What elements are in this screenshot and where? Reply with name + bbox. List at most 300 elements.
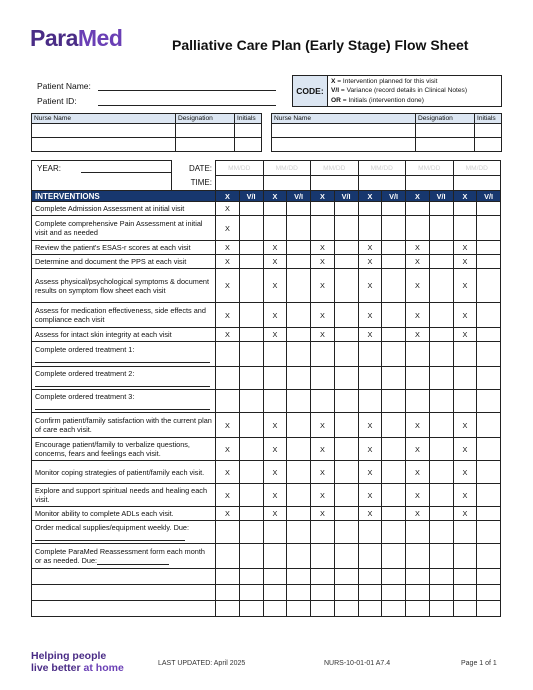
code-legend xyxy=(292,75,502,107)
x-mark-cell[interactable] xyxy=(358,601,382,617)
vi-cell[interactable] xyxy=(382,342,406,367)
x-mark-cell[interactable]: X xyxy=(311,269,335,303)
vi-cell[interactable] xyxy=(382,241,406,255)
vi-cell[interactable] xyxy=(334,241,358,255)
vi-cell[interactable] xyxy=(477,484,501,507)
patient-id-field[interactable] xyxy=(98,105,276,106)
nurse-table-right xyxy=(271,113,502,152)
intervention-text xyxy=(32,342,216,367)
x-mark-cell[interactable]: X xyxy=(216,216,240,241)
vi-cell[interactable] xyxy=(239,585,263,601)
x-mark-cell[interactable]: X xyxy=(406,303,430,328)
vi-cell[interactable] xyxy=(382,507,406,521)
vi-cell[interactable] xyxy=(334,303,358,328)
x-mark-cell[interactable] xyxy=(406,544,430,569)
vi-cell[interactable] xyxy=(239,484,263,507)
x-mark-cell[interactable] xyxy=(358,544,382,569)
designation-header: Designation xyxy=(416,114,475,124)
x-mark-cell[interactable]: X xyxy=(263,507,287,521)
x-mark-cell[interactable]: X xyxy=(358,507,382,521)
x-mark-cell[interactable]: X xyxy=(311,255,335,269)
vi-cell[interactable] xyxy=(239,390,263,413)
vi-cell[interactable] xyxy=(477,241,501,255)
date-cell[interactable]: MM/DD xyxy=(311,161,359,176)
vi-cell[interactable] xyxy=(239,521,263,544)
x-mark-cell[interactable]: X xyxy=(406,461,430,484)
vi-cell[interactable] xyxy=(287,461,311,484)
x-mark-cell[interactable] xyxy=(406,569,430,585)
vi-cell[interactable] xyxy=(287,413,311,438)
x-mark-cell[interactable] xyxy=(453,367,477,390)
x-mark-cell[interactable] xyxy=(216,569,240,585)
x-mark-cell[interactable]: X xyxy=(263,328,287,342)
x-mark-cell[interactable] xyxy=(311,367,335,390)
vi-cell[interactable] xyxy=(382,544,406,569)
vi-cell[interactable] xyxy=(429,216,453,241)
treatment-detail-field[interactable] xyxy=(35,359,210,363)
x-mark-cell[interactable]: X xyxy=(406,507,430,521)
x-mark-cell[interactable]: X xyxy=(453,303,477,328)
vi-cell[interactable] xyxy=(239,269,263,303)
vi-column-header: V/I xyxy=(334,191,358,202)
x-mark-cell[interactable]: X xyxy=(216,484,240,507)
x-mark-cell[interactable] xyxy=(311,521,335,544)
vi-cell[interactable] xyxy=(239,216,263,241)
vi-cell[interactable] xyxy=(429,438,453,461)
time-cell[interactable] xyxy=(406,176,454,191)
vi-cell[interactable] xyxy=(239,438,263,461)
x-mark-cell[interactable] xyxy=(453,544,477,569)
x-mark-cell[interactable] xyxy=(311,390,335,413)
vi-cell[interactable] xyxy=(334,390,358,413)
nurse-cell[interactable] xyxy=(272,124,416,138)
x-mark-cell[interactable] xyxy=(263,601,287,617)
x-mark-cell[interactable]: X xyxy=(453,484,477,507)
vi-cell[interactable] xyxy=(477,569,501,585)
vi-cell[interactable] xyxy=(429,342,453,367)
vi-cell[interactable] xyxy=(477,585,501,601)
treatment-detail-field[interactable] xyxy=(35,406,210,410)
x-mark-cell[interactable]: X xyxy=(358,269,382,303)
vi-cell[interactable] xyxy=(382,303,406,328)
vi-cell[interactable] xyxy=(382,601,406,617)
vi-cell[interactable] xyxy=(287,569,311,585)
vi-cell[interactable] xyxy=(334,202,358,216)
x-mark-cell[interactable]: X xyxy=(358,484,382,507)
code-key: X xyxy=(331,78,336,85)
vi-cell[interactable] xyxy=(429,367,453,390)
patient-name-field[interactable] xyxy=(98,90,276,91)
x-mark-cell[interactable]: X xyxy=(216,438,240,461)
treatment-detail-field[interactable] xyxy=(35,383,210,387)
vi-cell[interactable] xyxy=(477,216,501,241)
x-mark-cell[interactable]: X xyxy=(263,461,287,484)
x-mark-cell[interactable] xyxy=(311,601,335,617)
x-mark-cell[interactable] xyxy=(453,569,477,585)
vi-cell[interactable] xyxy=(477,461,501,484)
x-mark-cell[interactable] xyxy=(263,544,287,569)
x-mark-cell[interactable] xyxy=(358,521,382,544)
vi-cell[interactable] xyxy=(429,484,453,507)
x-mark-cell[interactable] xyxy=(263,390,287,413)
vi-cell[interactable] xyxy=(334,521,358,544)
vi-cell[interactable] xyxy=(287,544,311,569)
x-mark-cell[interactable]: X xyxy=(216,413,240,438)
vi-cell[interactable] xyxy=(287,342,311,367)
vi-cell[interactable] xyxy=(334,269,358,303)
x-mark-cell[interactable] xyxy=(216,544,240,569)
intervention-row xyxy=(32,461,501,484)
vi-cell[interactable] xyxy=(334,216,358,241)
x-mark-cell[interactable] xyxy=(453,216,477,241)
x-mark-cell[interactable] xyxy=(406,216,430,241)
vi-cell[interactable] xyxy=(477,269,501,303)
x-mark-cell[interactable]: X xyxy=(263,241,287,255)
x-mark-cell[interactable]: X xyxy=(453,269,477,303)
x-mark-cell[interactable] xyxy=(358,216,382,241)
vi-cell[interactable] xyxy=(429,507,453,521)
vi-cell[interactable] xyxy=(239,255,263,269)
code-lines xyxy=(331,77,467,105)
x-mark-cell[interactable]: X xyxy=(406,438,430,461)
x-mark-cell[interactable] xyxy=(406,585,430,601)
x-mark-cell[interactable] xyxy=(358,202,382,216)
x-mark-cell[interactable]: X xyxy=(263,438,287,461)
nurse-cell[interactable] xyxy=(176,138,235,152)
vi-cell[interactable] xyxy=(287,202,311,216)
x-mark-cell[interactable]: X xyxy=(453,438,477,461)
x-mark-cell[interactable] xyxy=(453,390,477,413)
x-mark-cell[interactable] xyxy=(311,216,335,241)
vi-cell[interactable] xyxy=(429,202,453,216)
x-mark-cell[interactable]: X xyxy=(263,255,287,269)
vi-cell[interactable] xyxy=(429,269,453,303)
vi-cell[interactable] xyxy=(287,521,311,544)
x-mark-cell[interactable]: X xyxy=(453,413,477,438)
vi-cell[interactable] xyxy=(239,342,263,367)
vi-cell[interactable] xyxy=(287,328,311,342)
nurse-cell[interactable] xyxy=(32,138,176,152)
x-mark-cell[interactable] xyxy=(406,367,430,390)
vi-cell[interactable] xyxy=(239,601,263,617)
code-line xyxy=(331,96,467,105)
vi-cell[interactable] xyxy=(334,255,358,269)
time-label: TIME: xyxy=(190,178,212,188)
time-cell[interactable] xyxy=(358,176,406,191)
vi-cell[interactable] xyxy=(477,544,501,569)
code-key: OR xyxy=(331,96,341,104)
time-row xyxy=(32,176,501,191)
x-mark-cell[interactable]: X xyxy=(358,303,382,328)
due-date-field[interactable] xyxy=(35,532,185,541)
vi-cell[interactable] xyxy=(287,390,311,413)
x-mark-cell[interactable]: X xyxy=(216,461,240,484)
vi-cell[interactable] xyxy=(477,390,501,413)
intervention-label: Complete comprehensive Pain Assessment at initial visit and as needed xyxy=(35,219,203,237)
vi-cell[interactable] xyxy=(477,328,501,342)
vi-cell[interactable] xyxy=(382,367,406,390)
x-mark-cell[interactable]: X xyxy=(358,328,382,342)
vi-cell[interactable] xyxy=(477,413,501,438)
x-mark-cell[interactable]: X xyxy=(453,328,477,342)
vi-cell[interactable] xyxy=(429,255,453,269)
vi-cell[interactable] xyxy=(477,521,501,544)
vi-cell[interactable] xyxy=(382,216,406,241)
vi-cell[interactable] xyxy=(382,521,406,544)
nurse-cell[interactable] xyxy=(475,138,502,152)
vi-cell[interactable] xyxy=(429,601,453,617)
vi-cell[interactable] xyxy=(287,601,311,617)
vi-cell[interactable] xyxy=(477,342,501,367)
vi-cell[interactable] xyxy=(287,585,311,601)
vi-cell[interactable] xyxy=(334,484,358,507)
date-cell[interactable]: MM/DD xyxy=(453,161,501,176)
x-mark-cell[interactable]: X xyxy=(216,269,240,303)
x-mark-cell[interactable]: X xyxy=(216,202,240,216)
x-mark-cell[interactable] xyxy=(453,521,477,544)
vi-cell[interactable] xyxy=(334,438,358,461)
x-mark-cell[interactable]: X xyxy=(406,413,430,438)
x-mark-cell[interactable] xyxy=(263,342,287,367)
x-mark-cell[interactable] xyxy=(406,342,430,367)
vi-cell[interactable] xyxy=(382,255,406,269)
vi-cell[interactable] xyxy=(239,544,263,569)
vi-cell[interactable] xyxy=(239,413,263,438)
x-mark-cell[interactable] xyxy=(406,202,430,216)
x-mark-cell[interactable] xyxy=(311,544,335,569)
x-mark-cell[interactable]: X xyxy=(453,241,477,255)
x-mark-cell[interactable]: X xyxy=(358,461,382,484)
x-mark-cell[interactable]: X xyxy=(453,461,477,484)
x-mark-cell[interactable] xyxy=(263,216,287,241)
x-mark-cell[interactable]: X xyxy=(263,303,287,328)
intervention-row xyxy=(32,585,501,601)
vi-cell[interactable] xyxy=(287,216,311,241)
paramed-logo xyxy=(30,25,122,52)
vi-cell[interactable] xyxy=(334,569,358,585)
x-mark-cell[interactable]: X xyxy=(216,303,240,328)
x-mark-cell[interactable] xyxy=(453,601,477,617)
vi-cell[interactable] xyxy=(239,569,263,585)
nurse-cell[interactable] xyxy=(235,124,262,138)
x-mark-cell[interactable] xyxy=(311,569,335,585)
x-mark-cell[interactable] xyxy=(216,601,240,617)
vi-cell[interactable] xyxy=(239,241,263,255)
vi-cell[interactable] xyxy=(382,390,406,413)
vi-cell[interactable] xyxy=(429,521,453,544)
x-mark-cell[interactable]: X xyxy=(216,241,240,255)
vi-cell[interactable] xyxy=(382,461,406,484)
x-mark-cell[interactable] xyxy=(263,202,287,216)
x-mark-cell[interactable] xyxy=(263,569,287,585)
x-mark-cell[interactable]: X xyxy=(311,241,335,255)
vi-cell[interactable] xyxy=(429,413,453,438)
vi-cell[interactable] xyxy=(287,367,311,390)
nurse-table-left xyxy=(31,113,262,152)
vi-cell[interactable] xyxy=(477,367,501,390)
vi-cell[interactable] xyxy=(287,255,311,269)
x-mark-cell[interactable]: X xyxy=(453,255,477,269)
vi-cell[interactable] xyxy=(239,507,263,521)
intervention-text xyxy=(32,241,216,255)
x-mark-cell[interactable] xyxy=(216,367,240,390)
x-mark-cell[interactable]: X xyxy=(311,507,335,521)
x-mark-cell[interactable]: X xyxy=(406,255,430,269)
vi-cell[interactable] xyxy=(429,303,453,328)
intervention-text xyxy=(32,255,216,269)
x-mark-cell[interactable]: X xyxy=(311,484,335,507)
vi-cell[interactable] xyxy=(239,328,263,342)
vi-cell[interactable] xyxy=(334,507,358,521)
x-mark-cell[interactable] xyxy=(406,521,430,544)
date-cell[interactable]: MM/DD xyxy=(406,161,454,176)
x-mark-cell[interactable]: X xyxy=(311,438,335,461)
x-mark-cell[interactable] xyxy=(453,342,477,367)
vi-cell[interactable] xyxy=(429,585,453,601)
x-mark-cell[interactable] xyxy=(358,342,382,367)
due-date-field[interactable] xyxy=(97,556,169,565)
intervention-label: Encourage patient/family to verbalize questions, concerns, fears and feelings each visit. xyxy=(35,440,190,458)
x-mark-cell[interactable]: X xyxy=(216,255,240,269)
vi-cell[interactable] xyxy=(334,585,358,601)
x-mark-cell[interactable] xyxy=(263,521,287,544)
nurse-cell[interactable] xyxy=(416,138,475,152)
x-mark-cell[interactable]: X xyxy=(311,413,335,438)
x-mark-cell[interactable] xyxy=(311,202,335,216)
x-mark-cell[interactable] xyxy=(453,585,477,601)
x-mark-cell[interactable]: X xyxy=(263,484,287,507)
vi-cell[interactable] xyxy=(429,461,453,484)
intervention-label: Complete ordered treatment 3: xyxy=(35,392,135,401)
x-mark-cell[interactable]: X xyxy=(358,241,382,255)
vi-cell[interactable] xyxy=(287,269,311,303)
nurse-cell[interactable] xyxy=(235,138,262,152)
vi-cell[interactable] xyxy=(287,303,311,328)
x-mark-cell[interactable]: X xyxy=(216,507,240,521)
x-mark-cell[interactable]: X xyxy=(406,241,430,255)
vi-cell[interactable] xyxy=(287,484,311,507)
x-mark-cell[interactable]: X xyxy=(453,507,477,521)
vi-cell[interactable] xyxy=(429,328,453,342)
x-mark-cell[interactable]: X xyxy=(311,328,335,342)
vi-cell[interactable] xyxy=(334,413,358,438)
intervention-text xyxy=(32,507,216,521)
tagline-line-2: live better xyxy=(31,662,84,674)
vi-cell[interactable] xyxy=(334,328,358,342)
x-mark-cell[interactable] xyxy=(358,367,382,390)
date-cell[interactable]: MM/DD xyxy=(216,161,264,176)
x-mark-cell[interactable] xyxy=(358,569,382,585)
x-mark-cell[interactable]: X xyxy=(263,269,287,303)
vi-cell[interactable] xyxy=(239,367,263,390)
x-mark-cell[interactable]: X xyxy=(311,303,335,328)
time-cell[interactable] xyxy=(453,176,501,191)
vi-cell[interactable] xyxy=(382,269,406,303)
x-mark-cell[interactable] xyxy=(263,367,287,390)
intervention-text xyxy=(32,413,216,438)
nurse-cell[interactable] xyxy=(475,124,502,138)
x-mark-cell[interactable]: X xyxy=(358,255,382,269)
x-mark-cell[interactable] xyxy=(216,390,240,413)
vi-cell[interactable] xyxy=(287,507,311,521)
x-mark-cell[interactable] xyxy=(311,585,335,601)
vi-cell[interactable] xyxy=(382,569,406,585)
vi-cell[interactable] xyxy=(477,438,501,461)
x-mark-cell[interactable]: X xyxy=(358,413,382,438)
x-mark-cell[interactable] xyxy=(216,521,240,544)
vi-cell[interactable] xyxy=(429,544,453,569)
intervention-text xyxy=(32,202,216,216)
vi-cell[interactable] xyxy=(429,390,453,413)
intervention-text xyxy=(32,269,216,303)
x-mark-cell[interactable] xyxy=(358,390,382,413)
intervention-label: Monitor ability to complete ADLs each visit. xyxy=(35,509,174,518)
vi-cell[interactable] xyxy=(334,601,358,617)
nurse-cell[interactable] xyxy=(416,124,475,138)
nurse-cell[interactable] xyxy=(176,124,235,138)
vi-cell[interactable] xyxy=(239,303,263,328)
vi-cell[interactable] xyxy=(382,328,406,342)
time-cell[interactable] xyxy=(311,176,359,191)
vi-cell[interactable] xyxy=(287,241,311,255)
x-mark-cell[interactable]: X xyxy=(406,484,430,507)
time-cell[interactable] xyxy=(216,176,264,191)
nurse-cell[interactable] xyxy=(272,138,416,152)
x-mark-cell[interactable]: X xyxy=(311,461,335,484)
year-field[interactable] xyxy=(81,163,171,173)
x-mark-cell[interactable] xyxy=(358,585,382,601)
vi-cell[interactable] xyxy=(334,461,358,484)
vi-cell[interactable] xyxy=(477,601,501,617)
vi-cell[interactable] xyxy=(239,202,263,216)
vi-cell[interactable] xyxy=(334,342,358,367)
intervention-text xyxy=(32,484,216,507)
x-mark-cell[interactable]: X xyxy=(406,328,430,342)
vi-cell[interactable] xyxy=(477,255,501,269)
x-mark-cell[interactable]: X xyxy=(216,328,240,342)
date-cell[interactable]: MM/DD xyxy=(358,161,406,176)
vi-cell[interactable] xyxy=(429,569,453,585)
vi-cell[interactable] xyxy=(334,544,358,569)
x-mark-cell[interactable] xyxy=(263,585,287,601)
x-mark-cell[interactable] xyxy=(216,585,240,601)
vi-cell[interactable] xyxy=(287,438,311,461)
vi-cell[interactable] xyxy=(334,367,358,390)
x-mark-cell[interactable]: X xyxy=(406,269,430,303)
vi-cell[interactable] xyxy=(477,303,501,328)
time-cell[interactable] xyxy=(263,176,311,191)
vi-cell[interactable] xyxy=(477,202,501,216)
intervention-row xyxy=(32,269,501,303)
x-mark-cell[interactable]: X xyxy=(263,413,287,438)
vi-cell[interactable] xyxy=(382,438,406,461)
x-mark-cell[interactable] xyxy=(216,342,240,367)
vi-cell[interactable] xyxy=(382,413,406,438)
vi-cell[interactable] xyxy=(477,507,501,521)
vi-cell[interactable] xyxy=(239,461,263,484)
vi-cell[interactable] xyxy=(382,585,406,601)
x-mark-cell[interactable] xyxy=(406,601,430,617)
vi-cell[interactable] xyxy=(382,484,406,507)
x-mark-cell[interactable] xyxy=(311,342,335,367)
nurse-cell[interactable] xyxy=(32,124,176,138)
x-mark-cell[interactable]: X xyxy=(358,438,382,461)
vi-cell[interactable] xyxy=(429,241,453,255)
date-cell[interactable]: MM/DD xyxy=(263,161,311,176)
vi-cell[interactable] xyxy=(382,202,406,216)
x-mark-cell[interactable] xyxy=(453,202,477,216)
x-mark-cell[interactable] xyxy=(406,390,430,413)
